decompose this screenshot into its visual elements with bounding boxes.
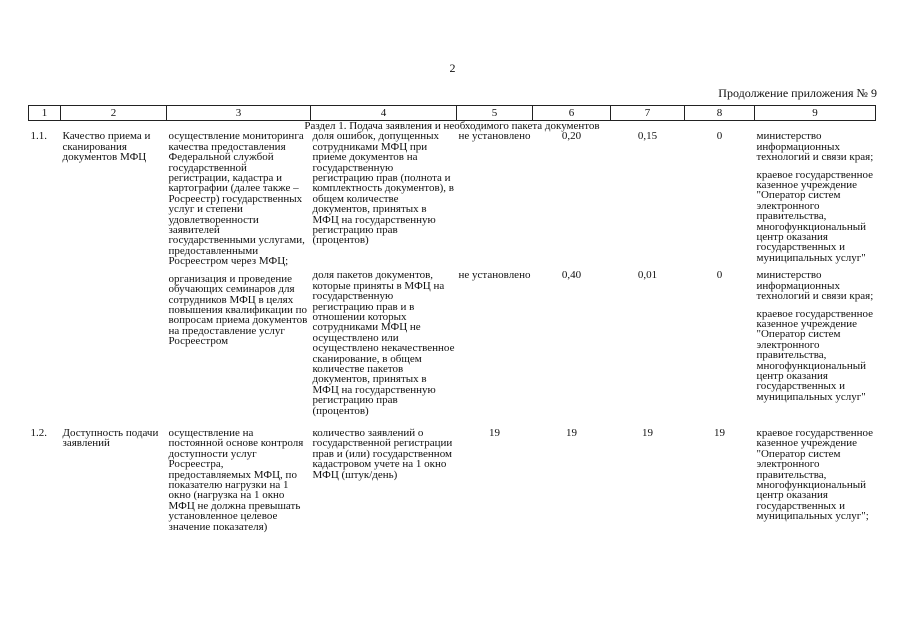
value-col8: 19 — [714, 426, 725, 439]
document-table — [28, 105, 876, 532]
value-col6: 0,40 — [561, 269, 582, 282]
column-header: 8 — [685, 106, 755, 121]
base-value: 19 — [489, 426, 500, 439]
column-header: 5 — [457, 106, 533, 121]
base-value: не установлено — [458, 269, 531, 282]
table-row — [29, 131, 876, 270]
value-col6: 19 — [566, 426, 577, 439]
responsible-text: краевое государственное казенное учреждение "Оператор систем электронного правительства, многофункциональный центр оказания государственных и муниципальных услуг"; — [756, 426, 874, 523]
measure-text: осуществление на постоянной основе контроля доступности услуг Росреестра, предоставляемых МФЦ, по показателю нагрузки на 1 окно (нагрузка на 1 окно МФЦ не должна превышать установленное целевое значение показателя) — [168, 426, 304, 533]
section-title: Раздел 1. Подача заявления и необходимого пакета документов — [304, 120, 600, 132]
indicator-text: доля ошибок, допущенных сотрудниками МФЦ при приеме документов на государственную регистрацию прав (полнота и комплектность документов), в общем количестве документов, принятых в МФЦ на государственную регистрацию прав (процентов) — [312, 130, 455, 247]
column-numbers-row — [29, 106, 876, 121]
column-header: 6 — [533, 106, 611, 121]
continuation-label: Продолжение приложения № 9 — [718, 86, 877, 100]
base-value: не установлено — [458, 130, 531, 143]
table-row — [29, 428, 876, 532]
responsible-cell — [755, 131, 876, 270]
column-header: 7 — [611, 106, 685, 121]
indicator-text: доля пакетов документов, которые приняты в МФЦ на государственную регистрацию прав и в отношении которых сотрудниками МФЦ не осуществлено или осуществлено некачественное сканирование, в общем количестве пакетов документов, принятых в МФЦ на государственную регистрацию прав (процентов) — [312, 269, 455, 417]
section-row — [29, 121, 876, 132]
responsible-text: краевое государственное казенное учреждение "Оператор систем электронного правительства, многофункциональный центр оказания государственных и муниципальных услуг" — [756, 307, 874, 403]
column-header: 2 — [61, 106, 167, 121]
column-header: 1 — [29, 106, 61, 121]
row-name: Качество приема и сканирования документов МФЦ — [62, 130, 151, 164]
value-col7: 0,15 — [637, 130, 658, 143]
value-col8: 0 — [716, 269, 723, 282]
page-number: 2 — [449, 61, 456, 75]
measures-cell — [167, 131, 311, 416]
column-header: 4 — [311, 106, 457, 121]
measure-text: организация и проведение обучающих семинаров для сотрудников МФЦ в целях повышения квалификации по вопросам приема документов на предоставление услуг Росреестром — [168, 272, 308, 348]
value-col7: 0,01 — [637, 269, 658, 282]
value-col7: 19 — [642, 426, 653, 439]
responsible-text: министерство информационных технологий и связи края; — [756, 130, 874, 164]
responsible-cell — [755, 270, 876, 416]
value-col8: 0 — [716, 130, 723, 143]
row-number: 1.1. — [30, 130, 47, 143]
measure-text: осуществление мониторинга качества предоставления Федеральной службой государственной регистрации, кадастра и картографии (далее также – Росреестр) государственных услуг и степени удовлетворенности заявителей государственными услугами, предоставленными Росреестром через МФЦ; — [168, 130, 305, 268]
row-number: 1.2. — [30, 426, 47, 439]
value-col6: 0,20 — [561, 130, 582, 143]
indicator-text: количество заявлений о государственной регистрации прав и (или) государственном кадастровом учете на 1 окно МФЦ (штук/день) — [312, 426, 453, 481]
responsible-text: министерство информационных технологий и связи края; — [756, 269, 874, 303]
row-name: Доступность подачи заявлений — [62, 426, 159, 450]
column-header: 9 — [755, 106, 876, 121]
column-header: 3 — [167, 106, 311, 121]
responsible-text: краевое государственное казенное учреждение "Оператор систем электронного правительства, многофункциональный центр оказания государственных и муниципальных услуг" — [756, 168, 874, 264]
